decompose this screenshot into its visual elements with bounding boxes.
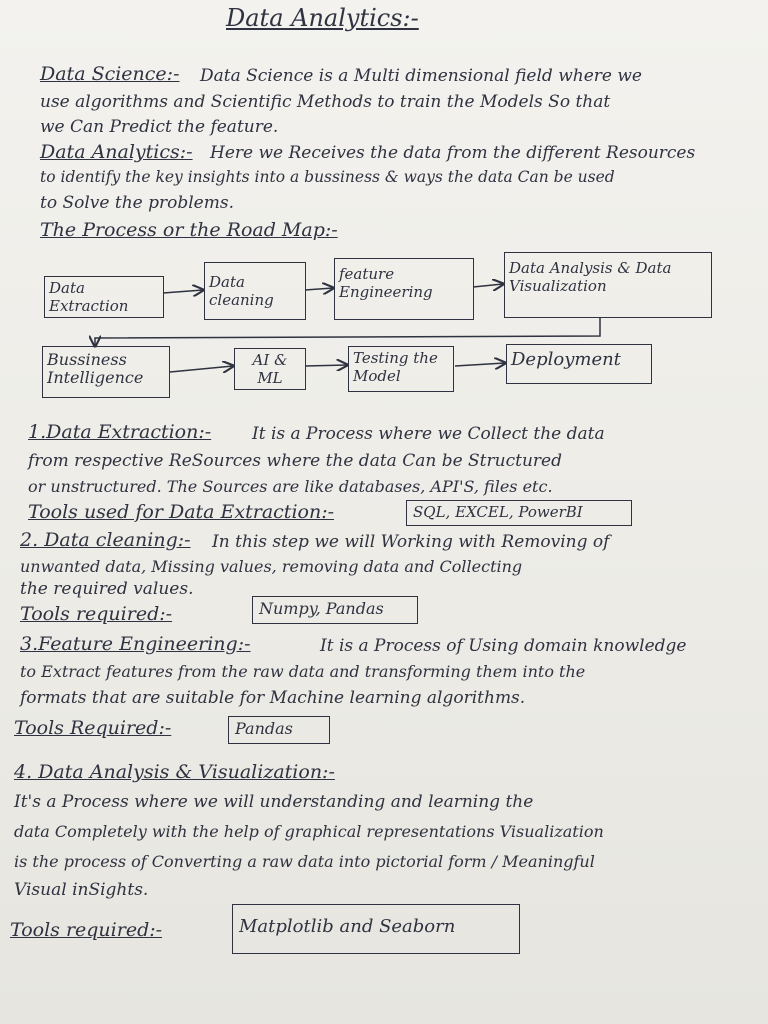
section-1-line-3: or unstructured. The Sources are like databases, API'S, files etc. (28, 477, 553, 496)
section-1-heading: 1.Data Extraction:- (28, 421, 212, 443)
section-1-tools-box: SQL, EXCEL, PowerBI (406, 500, 632, 526)
section-2-line-3: the required values. (20, 579, 194, 599)
section-3-tools-box: Pandas (228, 716, 330, 744)
section-3-heading: 3.Feature Engineering:- (20, 633, 251, 655)
data-analytics-line-3: to Solve the problems. (40, 193, 234, 213)
data-science-line-2: use algorithms and Scientific Methods to train the Models So that (40, 92, 611, 112)
flow-step-data-analysis-visualization (504, 252, 712, 318)
data-science-label: Data Science:- (40, 63, 180, 85)
flow-step-label: feature Engineering (339, 265, 433, 301)
flow-step-business-intelligence (42, 346, 170, 398)
section-4-tools-label: Tools required:- (10, 919, 163, 941)
data-science-line-3: we Can Predict the feature. (40, 117, 279, 137)
section-3-line-1: It is a Process of Using domain knowledge (320, 636, 687, 656)
data-analytics-line-1: Here we Receives the data from the different Resources (210, 143, 696, 163)
page-title: Data Analytics:- (226, 4, 419, 32)
section-4-heading: 4. Data Analysis & Visualization:- (14, 761, 335, 783)
section-1-line-1: It is a Process where we Collect the data (252, 424, 605, 444)
flow-step-label: Deployment (511, 349, 621, 370)
data-science-line-1: Data Science is a Multi dimensional field where we (200, 66, 642, 86)
section-2-tools-label: Tools required:- (20, 603, 173, 625)
flow-step-label: Bussiness Intelligence (47, 350, 144, 387)
flow-step-label: AI & ML (252, 351, 288, 387)
section-1-tools-label: Tools used for Data Extraction:- (28, 501, 335, 523)
flow-step-data-cleaning (204, 262, 306, 320)
flow-step-label: Data Analysis & Data Visualization (509, 259, 672, 295)
section-4-line-2: data Completely with the help of graphical representations Visualization (14, 822, 604, 841)
section-2-line-2: unwanted data, Missing values, removing data and Collecting (20, 557, 523, 576)
flow-step-testing-model (348, 346, 454, 392)
section-2-tools-box: Numpy, Pandas (252, 596, 418, 624)
data-analytics-label: Data Analytics:- (40, 141, 193, 163)
flow-step-deployment (506, 344, 652, 384)
section-4-line-3: is the process of Converting a raw data into pictorial form / Meaningful (14, 852, 595, 871)
section-2-line-1: In this step we will Working with Removing of (212, 532, 610, 552)
data-analytics-line-2: to identify the key insights into a bussiness & ways the data Can be used (40, 168, 615, 186)
section-4-line-4: Visual inSights. (14, 880, 149, 900)
section-2-heading: 2. Data cleaning:- (20, 529, 191, 551)
section-1-line-2: from respective ReSources where the data Can be Structured (28, 451, 562, 471)
section-4-line-1: It's a Process where we will understanding and learning the (14, 792, 534, 812)
section-3-line-3: formats that are suitable for Machine learning algorithms. (20, 688, 526, 708)
flow-step-feature-engineering (334, 258, 474, 320)
flow-step-label: Data Extraction (49, 279, 129, 315)
section-3-line-2: to Extract features from the raw data and transforming them into the (20, 662, 586, 681)
flow-step-ai-ml (234, 348, 306, 390)
flow-step-data-extraction (44, 276, 164, 318)
section-4-tools-box: Matplotlib and Seaborn (232, 904, 520, 954)
flow-step-label: Data cleaning (209, 273, 274, 309)
section-3-tools-label: Tools Required:- (14, 717, 172, 739)
flow-step-label: Testing the Model (353, 349, 438, 385)
roadmap-heading: The Process or the Road Map:- (40, 219, 338, 241)
